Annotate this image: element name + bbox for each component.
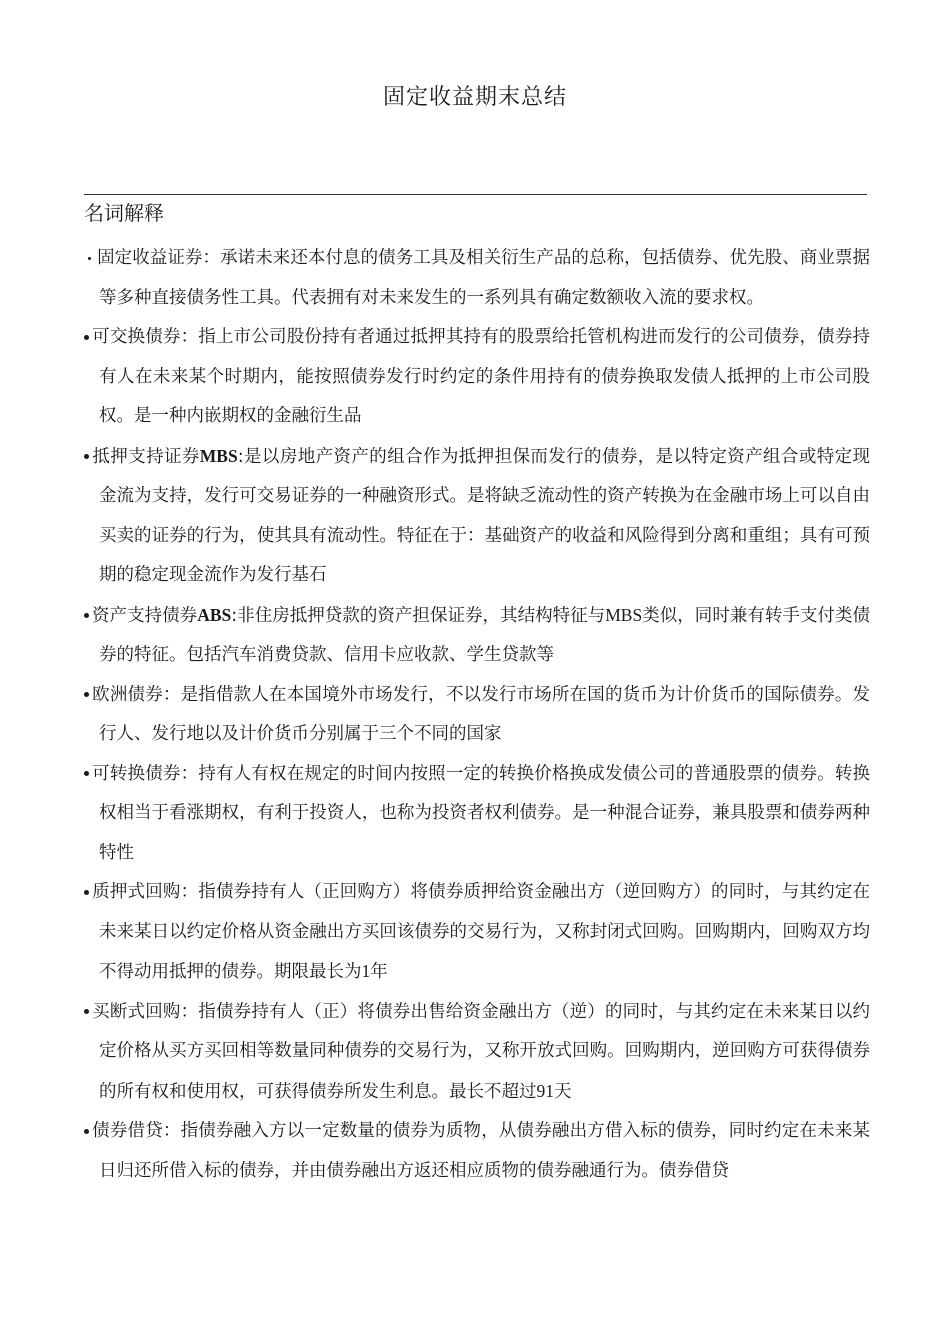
entry-abbreviation: ABS xyxy=(197,604,232,625)
inline-number: 91 xyxy=(536,1080,554,1101)
definition-entry xyxy=(84,755,870,874)
entry-term: 抵押支持证券 xyxy=(92,446,200,467)
definition-entry xyxy=(84,437,870,596)
entry-term: 买断式回购 xyxy=(92,1001,181,1022)
entry-separator: ： xyxy=(162,1121,181,1141)
definition-entry xyxy=(84,676,870,755)
bullet-dot-icon xyxy=(84,890,89,895)
entry-definition: 指债券融入方以一定数量的债券为质物，从债券融出方借入标的债券，同时约定在未来某日归还所借入标的债券，并由债券融出方返还相应质物的债券融通行为。债券借贷 xyxy=(99,1121,871,1181)
definition-entry xyxy=(84,873,870,993)
entry-term: 固定收益证券 xyxy=(97,248,203,268)
entry-definition: 持有人有权在规定的时间内按照一定的转换价格换成发债公司的普通股票的债券。转换权相当于看涨期权，有利于投资人，也称为投资者权利债券。是一种混合证券，兼具股票和债券两种特性 xyxy=(99,763,871,863)
entry-abbreviation: MBS xyxy=(199,445,238,466)
definition-entry xyxy=(84,239,870,318)
entry-definition-part: 非住房抵押贷款的资产担保证券，其结构特征与 xyxy=(237,605,606,626)
inline-abbreviation: MBS xyxy=(605,604,643,625)
section-divider xyxy=(84,194,867,195)
entry-definition: 是以房地产资产的组合作为抵押担保而发行的债券，是以特定资产组合或特定现金流为支持，发行可交易证券的一种融资形式。是将缺乏流动性的资产转换为在金融市场上可以自由买卖的证券的行为，使其具有流动性。特征在于：基础资产的收益和风险得到分离和重组；具有可预期的稳定现金流作为发行基石 xyxy=(99,446,871,585)
bullet-dot-icon xyxy=(84,335,89,340)
entry-separator: ： xyxy=(162,684,181,705)
bullet-dot-icon xyxy=(84,771,89,776)
page-title: 固定收益期末总结 xyxy=(382,85,567,110)
entry-definition: 承诺未来还本付息的债务工具及相关衍生产品的总称，包括债券、优先股、商业票据等多种直接债务性工具。代表拥有对未来发生的一系列具有确定数额收入流的要求权。 xyxy=(99,248,871,308)
definition-entry xyxy=(84,318,870,437)
entry-term: 债券借贷 xyxy=(92,1121,163,1141)
section-heading: 名词解释 xyxy=(84,201,164,225)
entry-definition-part: 指债券持有人（正）将债券出售给资金融出方（逆）的同时，与其约定在未来某日以约定价格从买方买回相等数量同种债券的交易行为，又称开放式回购。回购期内，逆回购方可获得债券的所有权和使用权，可获得债券所发生利息。最长不超过 xyxy=(99,1001,871,1102)
bullet-dot-icon xyxy=(84,454,89,459)
entry-term: 质押式回购 xyxy=(92,882,181,902)
entry-separator: ： xyxy=(180,327,199,347)
definition-entry xyxy=(84,993,870,1113)
bullet-dot-icon xyxy=(84,1009,89,1014)
bullet-dot-icon xyxy=(84,1129,89,1134)
entry-separator: ： xyxy=(202,248,221,268)
definition-entry xyxy=(84,1112,870,1191)
definition-list xyxy=(84,239,870,1191)
entry-separator: ： xyxy=(180,882,199,902)
entry-definition: 指上市公司股份持有者通过抵押其持有的股票给托管机构进而发行的公司债券，债券持有人在未来某个时期内，能按照债券发行时约定的条件用持有的债券换取发债人抵押的上市公司股权。是一种内嵌期权的金融衍生品 xyxy=(99,327,871,426)
entry-separator: : xyxy=(231,605,238,626)
entry-term: 欧洲债券 xyxy=(92,684,163,705)
entry-separator: ： xyxy=(180,1001,199,1022)
entry-term: 资产支持债券 xyxy=(92,605,198,626)
entry-term: 可转换债券 xyxy=(92,763,181,784)
entry-definition-part: 天 xyxy=(554,1081,572,1102)
entry-definition-part: 类似，同时兼有转手支付类债券的特征。包括汽车消费贷款、信用卡应收款、学生贷款等 xyxy=(99,605,871,665)
definition-entry xyxy=(84,596,870,676)
inline-number: 1 xyxy=(361,961,371,981)
entry-separator: : xyxy=(237,446,244,467)
bullet-dot-icon xyxy=(84,613,89,618)
entry-definition: 是指借款人在本国境外市场发行，不以发行市场所在国的货币为计价货币的国际债券。发行人、发行地以及计价货币分别属于三个不同的国家 xyxy=(99,684,871,744)
entry-definition-part: 年 xyxy=(370,962,388,982)
bullet-dot-icon xyxy=(88,257,91,260)
entry-separator: ： xyxy=(180,763,199,784)
bullet-dot-icon xyxy=(84,692,89,697)
entry-definition-part: 指债券持有人（正回购方）将债券质押给资金融出方（逆回购方）的同时，与其约定在未来某日以约定价格从资金融出方买回该债券的交易行为，又称封闭式回购。回购期内，回购双方均不得动用抵押的债券。期限最长为 xyxy=(99,882,871,982)
entry-term: 可交换债券 xyxy=(92,327,181,347)
